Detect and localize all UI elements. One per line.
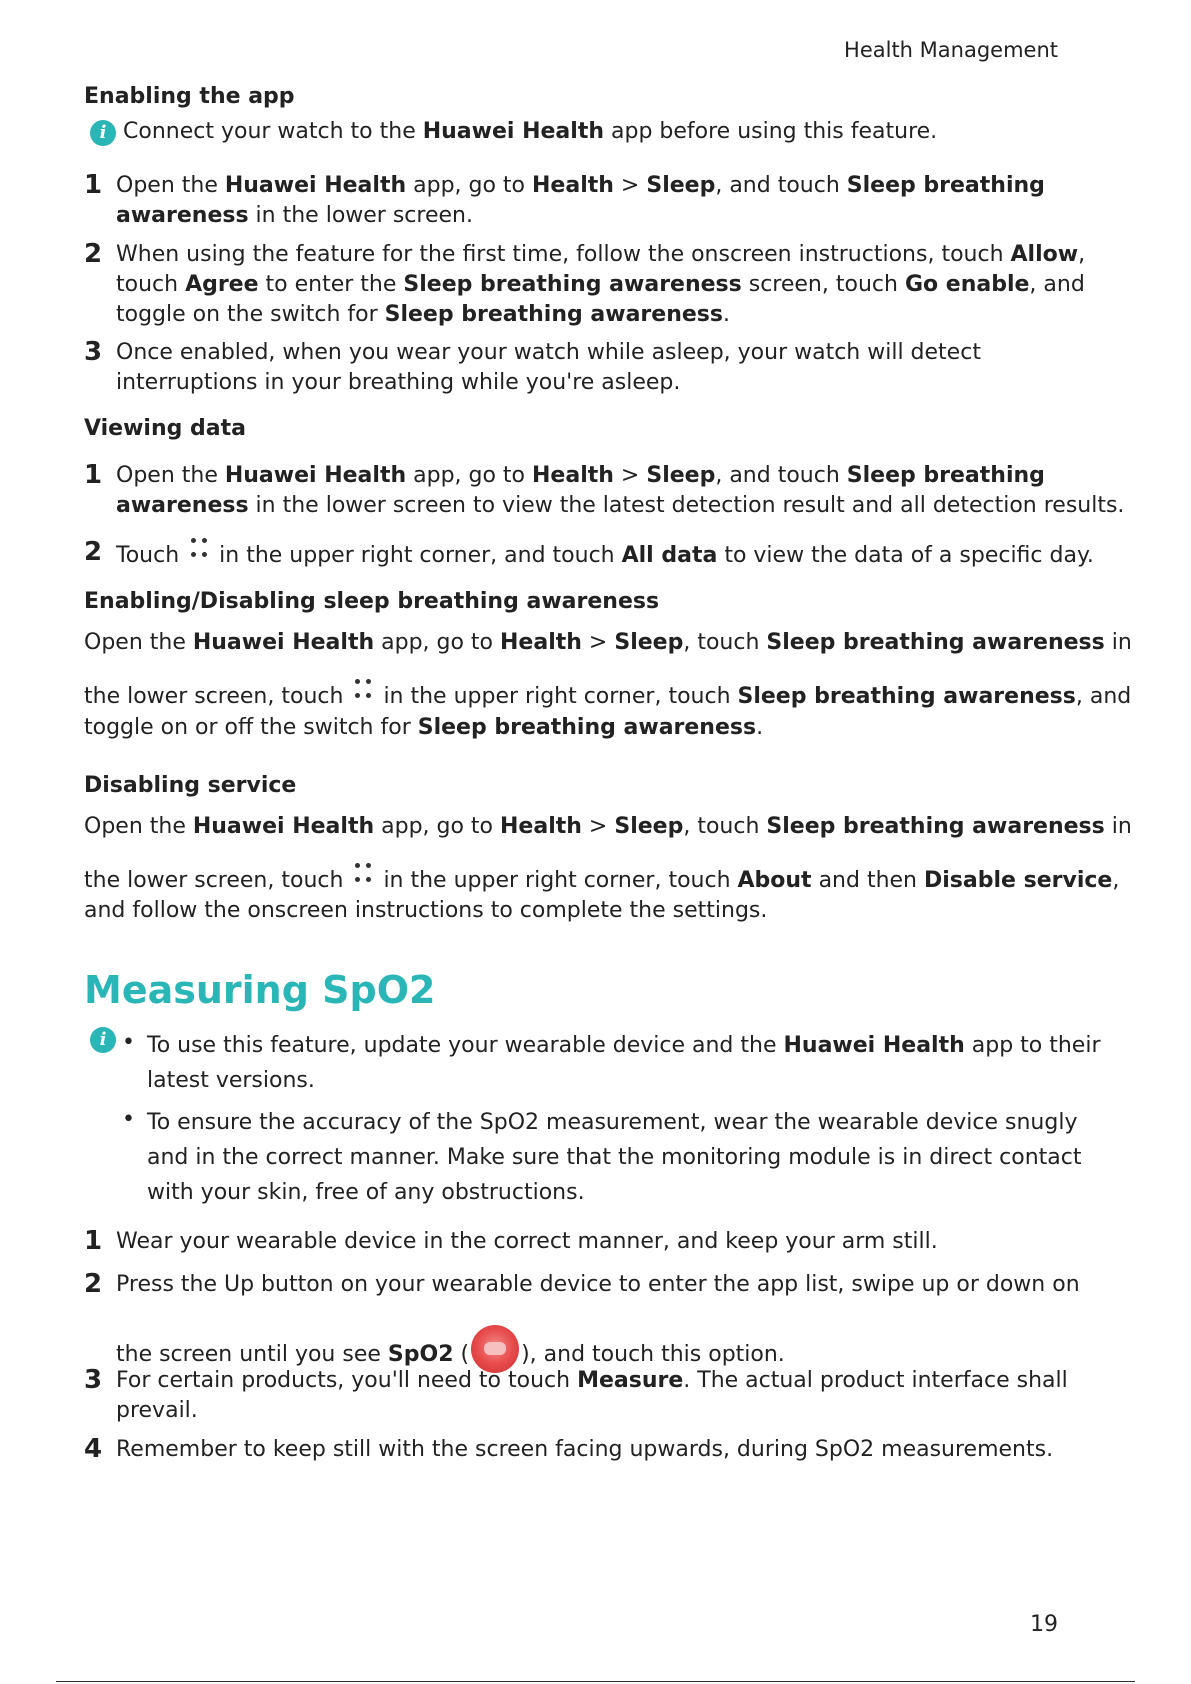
step-number: 4 [84, 1434, 103, 1464]
step-number: 2 [84, 1269, 103, 1299]
paragraph-disabling-service-line2: the lower screen, touch in the upper right corner, touch About and then Disable service, [84, 861, 1119, 896]
step-text: Press the Up button on your wearable device to enter the app list, swipe up or down on [116, 1272, 1080, 1297]
bullet-marker: • [122, 1107, 135, 1132]
step-text: Touch in the upper right corner, and touch All data to view the data of a specific day. [116, 536, 1094, 571]
paragraph-disabling-service-line3: and follow the onscreen instructions to complete the settings. [84, 898, 768, 923]
bullet-marker: • [122, 1030, 135, 1055]
section-title-measuring-spo2: Measuring SpO2 [84, 968, 436, 1012]
note-bullet: To use this feature, update your wearable device and the Huawei Health app to their latest versions. [147, 1033, 1101, 1093]
note-bullet: To ensure the accuracy of the SpO2 measurement, wear the wearable device snugly and in the correct manner. Make sure that the monitoring module is in direct contact with your skin, free of any obstructions. [147, 1110, 1082, 1205]
footer-rule [56, 1681, 1135, 1682]
step-text: Remember to keep still with the screen facing upwards, during SpO2 measurements. [116, 1437, 1054, 1462]
step-text: When using the feature for the first time, follow the onscreen instructions, touch Allow, touch Agree to enter the Sleep breathing awareness screen, touch Go enable, and toggle on the switch for Sleep breathing awareness. [116, 242, 1086, 327]
section-heading-disabling-service: Disabling service [84, 773, 297, 798]
step-number: 1 [84, 460, 103, 490]
step-number: 1 [84, 170, 103, 200]
paragraph-enable-disable-line2: the lower screen, touch in the upper right corner, touch Sleep breathing awareness, and [84, 677, 1131, 712]
step-text: Open the Huawei Health app, go to Health > Sleep, and touch Sleep breathing awareness in the lower screen to view the latest detection result and all detection results. [116, 463, 1125, 518]
running-header: Health Management [844, 38, 1058, 62]
step-text: Wear your wearable device in the correct manner, and keep your arm still. [116, 1229, 938, 1254]
paragraph-enable-disable: Open the Huawei Health app, go to Health > Sleep, touch Sleep breathing awareness in [84, 630, 1132, 655]
more-options-icon [351, 861, 375, 891]
section-heading-enable-disable: Enabling/Disabling sleep breathing awareness [84, 589, 660, 614]
step-text: Once enabled, when you wear your watch while asleep, your watch will detect interruptions in your breathing while you're asleep. [116, 340, 981, 395]
info-icon: i [90, 120, 116, 146]
step-text: Open the Huawei Health app, go to Health > Sleep, and touch Sleep breathing awareness in the lower screen. [116, 173, 1045, 228]
page-number: 19 [1030, 1612, 1058, 1637]
step-text: For certain products, you'll need to touch Measure. The actual product interface shall prevail. [116, 1368, 1068, 1423]
note-enabling-app: i Connect your watch to the Huawei Health app before using this feature. [90, 117, 937, 147]
step-number: 1 [84, 1226, 103, 1256]
more-options-icon [351, 677, 375, 707]
more-options-icon [187, 536, 211, 566]
step-number: 3 [84, 337, 103, 367]
step-number: 2 [84, 239, 103, 269]
step-text-line2: the screen until you see SpO2 ( ), and touch this option. [116, 1325, 785, 1373]
section-heading-viewing-data: Viewing data [84, 416, 246, 441]
section-heading-enabling-app: Enabling the app [84, 84, 295, 109]
info-icon: i [90, 1027, 116, 1053]
step-number: 2 [84, 537, 103, 567]
step-number: 3 [84, 1365, 103, 1395]
paragraph-disabling-service: Open the Huawei Health app, go to Health > Sleep, touch Sleep breathing awareness in [84, 814, 1132, 839]
paragraph-enable-disable-line3: toggle on or off the switch for Sleep breathing awareness. [84, 715, 764, 740]
